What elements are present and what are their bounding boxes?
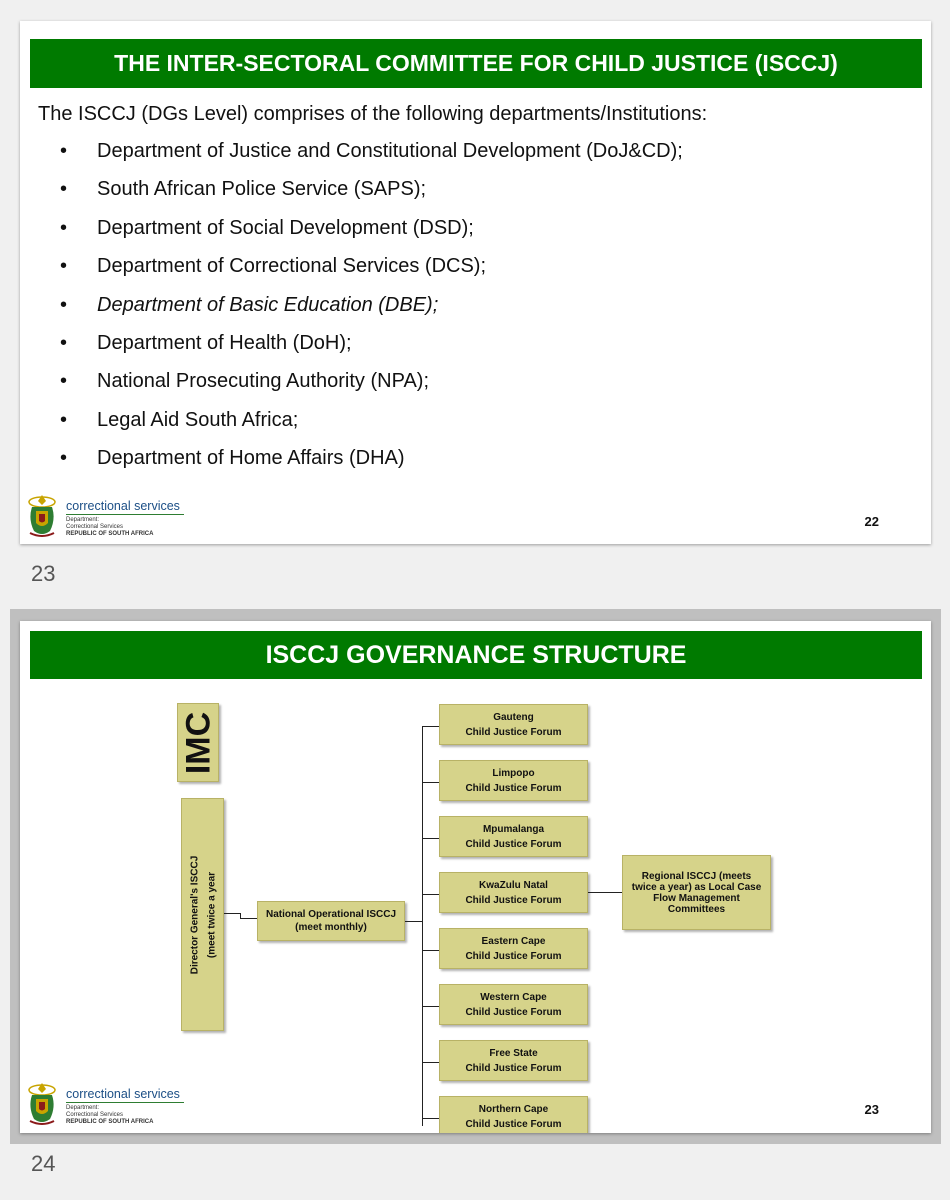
connector-line xyxy=(422,1118,439,1119)
logo-divider xyxy=(66,514,184,515)
bullet-icon: • xyxy=(60,216,68,239)
dg-label-line2: (meet twice a year xyxy=(206,871,218,959)
slide-23 xyxy=(20,621,931,1133)
slide-number: 22 xyxy=(864,514,879,529)
director-general-box xyxy=(181,798,224,1031)
bullet-icon: • xyxy=(60,447,68,470)
logo-line-rsa: REPUBLIC OF SOUTH AFRICA xyxy=(66,531,154,537)
logo-title: correctional services xyxy=(66,499,180,513)
forum-limpopo: Limpopo Child Justice Forum xyxy=(439,760,588,801)
national-label-line2: (meet monthly) xyxy=(295,922,367,933)
bullet-icon: • xyxy=(60,408,68,431)
connector-line xyxy=(422,1006,439,1007)
connector-line xyxy=(422,782,439,783)
logo-line-department: Department: xyxy=(66,517,100,523)
logo-divider xyxy=(66,1102,184,1103)
logo-line-dcs: Correctional Services xyxy=(66,1112,124,1118)
coat-of-arms-icon xyxy=(24,493,60,539)
logo-line-rsa: REPUBLIC OF SOUTH AFRICA xyxy=(66,1119,154,1125)
bullet-icon: • xyxy=(60,140,68,162)
logo-title: correctional services xyxy=(66,1087,180,1101)
bullet-icon: • xyxy=(60,370,68,393)
connector-line xyxy=(405,921,422,922)
bullet-icon: • xyxy=(60,178,68,201)
imc-box xyxy=(177,703,219,782)
connector-line xyxy=(422,726,439,727)
forum-western-cape: Western Cape Child Justice Forum xyxy=(439,984,588,1025)
slide-22: THE INTER-SECTORAL COMMITTEE FOR CHILD JUSTICE (ISCCJ) The ISCCJ (DGs Level) comprises of the following departments/Institutions: • Department of Justice and Constitutional Development (DoJ&CD); • South African Police Service (SAPS); • Department of Social Development (DSD); • Department of Correctional Services (DCS); • Department of Basic Education (DBE); • Department of Health (DoH); • National Prosecuting Authority (NPA); • Legal Aid South Africa; • Department of Home Affairs (DHA) correctional services Department: Correctional Services REPUBLIC OF SOUTH AFRICA 22 xyxy=(20,21,931,544)
dg-label-line1: Director General's ISCCJ xyxy=(189,855,201,975)
connector-line xyxy=(422,894,439,895)
national-label-line1: National Operational ISCCJ xyxy=(265,909,397,920)
intro-text: The ISCCJ (DGs Level) comprises of the following departments/Institutions: xyxy=(38,103,708,125)
page-label: 24 xyxy=(31,1151,56,1176)
logo-line-dcs: Correctional Services xyxy=(66,524,124,530)
connector-spine xyxy=(422,726,423,1126)
bullet-icon: • xyxy=(60,331,68,354)
forum-eastern-cape: Eastern Cape Child Justice Forum xyxy=(439,928,588,969)
forum-gauteng: Gauteng Child Justice Forum xyxy=(439,704,588,745)
connector-line xyxy=(224,913,240,914)
slide-title: ISCCJ GOVERNANCE STRUCTURE xyxy=(30,631,922,679)
imc-label: IMC xyxy=(179,711,218,775)
connector-line xyxy=(422,950,439,951)
slide-number: 23 xyxy=(864,1102,879,1117)
forum-kwazulu-natal: KwaZulu Natal Child Justice Forum xyxy=(439,872,588,913)
coat-of-arms-icon xyxy=(24,1081,60,1127)
connector-line xyxy=(422,838,439,839)
forum-free-state: Free State Child Justice Forum xyxy=(439,1040,588,1081)
regional-isccj-box: Regional ISCCJ (meets twice a year) as Local Case Flow Management Committees xyxy=(622,855,771,930)
department-logo xyxy=(24,493,194,543)
slide-title: THE INTER-SECTORAL COMMITTEE FOR CHILD JUSTICE (ISCCJ) xyxy=(30,39,922,88)
forum-northern-cape: Northern Cape Child Justice Forum xyxy=(439,1096,588,1133)
page-label: 23 xyxy=(31,561,56,586)
connector-line xyxy=(240,918,257,919)
bullet-icon: • xyxy=(60,293,68,316)
forum-mpumalanga: Mpumalanga Child Justice Forum xyxy=(439,816,588,857)
department-logo xyxy=(24,1081,194,1131)
bullet-icon: • xyxy=(60,255,68,278)
connector-line xyxy=(422,1062,439,1063)
national-operational-box xyxy=(257,901,405,941)
logo-line-department: Department: xyxy=(66,1105,100,1111)
connector-line xyxy=(588,892,622,893)
